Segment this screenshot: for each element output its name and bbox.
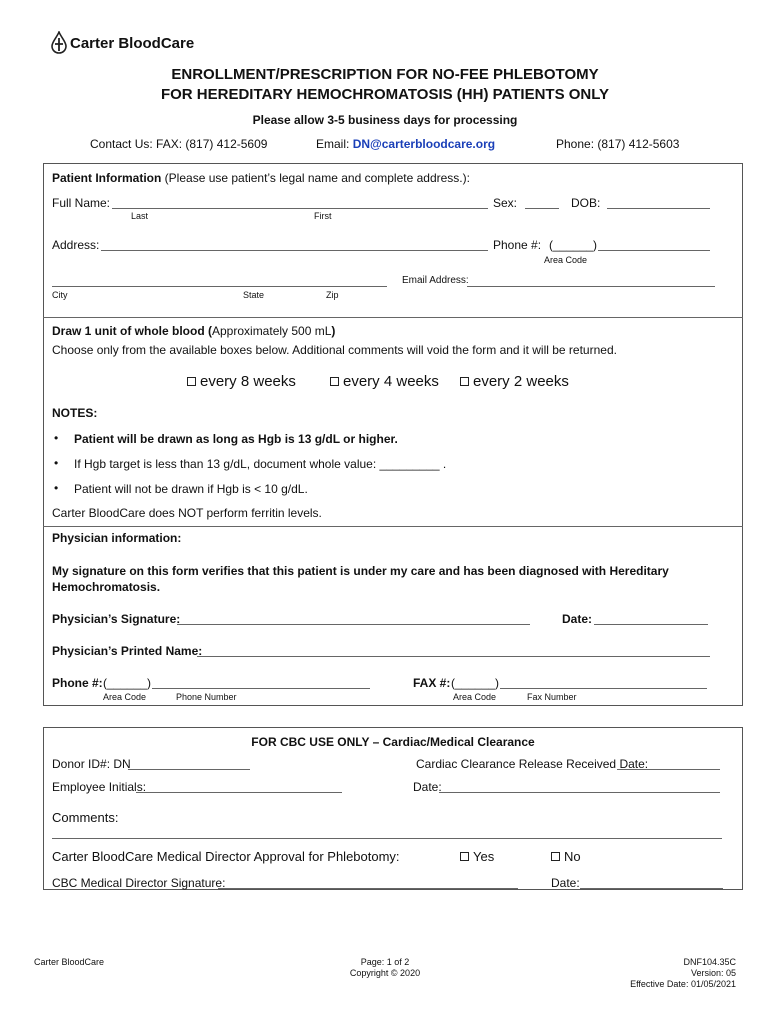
footer-form-id: DNF104.35C xyxy=(683,957,736,967)
contact-phone: Phone: (817) 412-5603 xyxy=(556,137,680,151)
phone-area-caption: Area Code xyxy=(103,692,147,702)
physician-date-field[interactable] xyxy=(594,624,708,625)
donor-id-field[interactable] xyxy=(128,769,250,770)
approval-label: Carter BloodCare Medical Director Approval for Phlebotomy: xyxy=(52,849,400,864)
physician-title: Physician information: xyxy=(52,531,182,545)
checkbox-4-weeks[interactable] xyxy=(330,377,339,386)
donor-id-label: Donor ID#: DN xyxy=(52,757,131,771)
first-caption: First xyxy=(314,211,332,221)
option-every-4-weeks[interactable] xyxy=(330,373,439,391)
note-3: Patient will not be drawn if Hgb is < 10 g/dL. xyxy=(74,482,308,496)
sex-field[interactable] xyxy=(525,208,559,209)
physician-fax-label: FAX #: xyxy=(413,676,451,690)
patient-title-note: (Please use patient’s legal name and complete address.): xyxy=(161,171,470,185)
signature-statement-1: My signature on this form verifies that this patient is under my care and has been diagnosed with Hereditary xyxy=(52,564,669,578)
footer-page: Page: 1 of 2 xyxy=(360,957,410,967)
address-label: Address: xyxy=(52,238,100,252)
processing-note: Please allow 3-5 business days for processing xyxy=(252,113,518,127)
comments-field[interactable] xyxy=(52,838,722,839)
draw-title-a: Draw 1 unit of whole blood ( xyxy=(52,324,212,338)
bullet-icon: • xyxy=(54,431,59,445)
form-title-line1: ENROLLMENT/PRESCRIPTION FOR NO-FEE PHLEBOTOMY xyxy=(171,66,599,83)
patient-phone-field[interactable] xyxy=(598,250,710,251)
divider-patient-draw xyxy=(43,317,743,318)
email-link[interactable]: DN@carterbloodcare.org xyxy=(352,137,496,151)
checkbox-2-weeks[interactable] xyxy=(460,377,469,386)
state-caption: State xyxy=(243,290,265,300)
draw-title-c: ) xyxy=(331,324,336,338)
form-title-line2: FOR HEREDITARY HEMOCHROMATOSIS (HH) PATIENTS ONLY xyxy=(160,86,610,103)
area-code-caption: Area Code xyxy=(544,255,588,265)
note-2: If Hgb target is less than 13 g/dL, document whole value: _________ . xyxy=(74,457,447,471)
dob-label: DOB: xyxy=(571,196,601,210)
cbc-signature-field[interactable] xyxy=(218,888,518,889)
physician-printed-name-field[interactable] xyxy=(197,656,710,657)
physician-signature-field[interactable] xyxy=(177,624,530,625)
footer-copyright: Copyright © 2020 xyxy=(349,968,421,978)
employee-initials-label: Employee Initials: xyxy=(52,780,147,794)
cbc-date-label: Date: xyxy=(413,780,442,794)
physician-phone-field[interactable] xyxy=(152,688,370,689)
choose-instruction: Choose only from the available boxes below. Additional comments will void the form and it will be returned. xyxy=(52,343,617,357)
physician-signature-label: Physician’s Signature: xyxy=(52,612,181,626)
physician-printed-name-label: Physician’s Printed Name: xyxy=(52,644,203,658)
fax-number-caption: Fax Number xyxy=(527,692,577,702)
bullet-icon: • xyxy=(54,481,59,495)
footer-version: Version: 05 xyxy=(690,968,736,978)
address-field[interactable] xyxy=(101,250,488,251)
cbc-date-field[interactable] xyxy=(439,792,720,793)
email-label: Email: xyxy=(316,137,353,151)
approval-yes[interactable] xyxy=(460,849,494,864)
physician-phone-label: Phone #: xyxy=(52,676,103,690)
email-address-label: Email Address: xyxy=(402,275,469,286)
bullet-icon: • xyxy=(54,456,59,470)
draw-title-b: Approximately 500 mL xyxy=(212,324,332,338)
full-name-field[interactable] xyxy=(112,208,488,209)
draw-title xyxy=(52,324,335,338)
option-4-label: every 4 weeks xyxy=(343,373,439,390)
email-address-field[interactable] xyxy=(467,286,715,287)
notes-heading: NOTES: xyxy=(52,406,98,420)
comments-label: Comments: xyxy=(52,810,119,825)
checkbox-no[interactable] xyxy=(551,852,560,861)
patient-section-title xyxy=(52,171,470,185)
patient-phone-area: (______) xyxy=(549,238,598,252)
ferritin-note: Carter BloodCare does NOT perform ferritin levels. xyxy=(52,506,322,520)
option-8-label: every 8 weeks xyxy=(200,373,296,390)
approval-no[interactable] xyxy=(551,849,581,864)
checkbox-8-weeks[interactable] xyxy=(187,377,196,386)
contact-fax: Contact Us: FAX: (817) 412-5609 xyxy=(90,137,268,151)
physician-phone-area: (______) xyxy=(103,676,152,690)
no-label: No xyxy=(564,849,581,864)
footer-org: Carter BloodCare xyxy=(34,957,105,967)
sex-label: Sex: xyxy=(493,196,518,210)
dob-field[interactable] xyxy=(607,208,710,209)
note-1: Patient will be drawn as long as Hgb is 13 g/dL or higher. xyxy=(74,432,398,446)
city-state-zip-field[interactable] xyxy=(52,286,387,287)
cardiac-clearance-field[interactable] xyxy=(617,769,720,770)
divider-draw-physician xyxy=(43,526,743,527)
option-every-2-weeks[interactable] xyxy=(460,373,569,391)
physician-fax-area: (______) xyxy=(451,676,500,690)
blood-drop-logo-icon xyxy=(50,31,68,55)
cbc-signature-label: CBC Medical Director Signature: xyxy=(52,876,226,890)
last-caption: Last xyxy=(131,211,149,221)
footer-effective-date: Effective Date: 01/05/2021 xyxy=(630,979,736,989)
fax-area-caption: Area Code xyxy=(453,692,497,702)
cbc-date2-field[interactable] xyxy=(580,888,723,889)
cardiac-clearance-label: Cardiac Clearance Release Received Date: xyxy=(416,757,649,771)
physician-date-label: Date: xyxy=(562,612,593,626)
phone-number-caption: Phone Number xyxy=(176,692,237,702)
contact-email xyxy=(316,137,495,151)
checkbox-yes[interactable] xyxy=(460,852,469,861)
signature-statement-2: Hemochromatosis. xyxy=(52,580,161,594)
option-every-8-weeks[interactable] xyxy=(187,373,296,391)
full-name-label: Full Name: xyxy=(52,196,111,210)
logo-text: Carter BloodCare xyxy=(70,35,195,52)
cbc-date2-label: Date: xyxy=(551,876,580,890)
cbc-use-only-box xyxy=(43,727,743,890)
cbc-title: FOR CBC USE ONLY – Cardiac/Medical Clearance xyxy=(251,735,535,749)
patient-title: Patient Information xyxy=(52,171,162,185)
yes-label: Yes xyxy=(473,849,495,864)
employee-initials-field[interactable] xyxy=(136,792,342,793)
city-caption: City xyxy=(52,290,68,300)
zip-caption: Zip xyxy=(326,290,339,300)
physician-fax-field[interactable] xyxy=(500,688,707,689)
option-2-label: every 2 weeks xyxy=(473,373,569,390)
patient-phone-label: Phone #: xyxy=(493,238,542,252)
